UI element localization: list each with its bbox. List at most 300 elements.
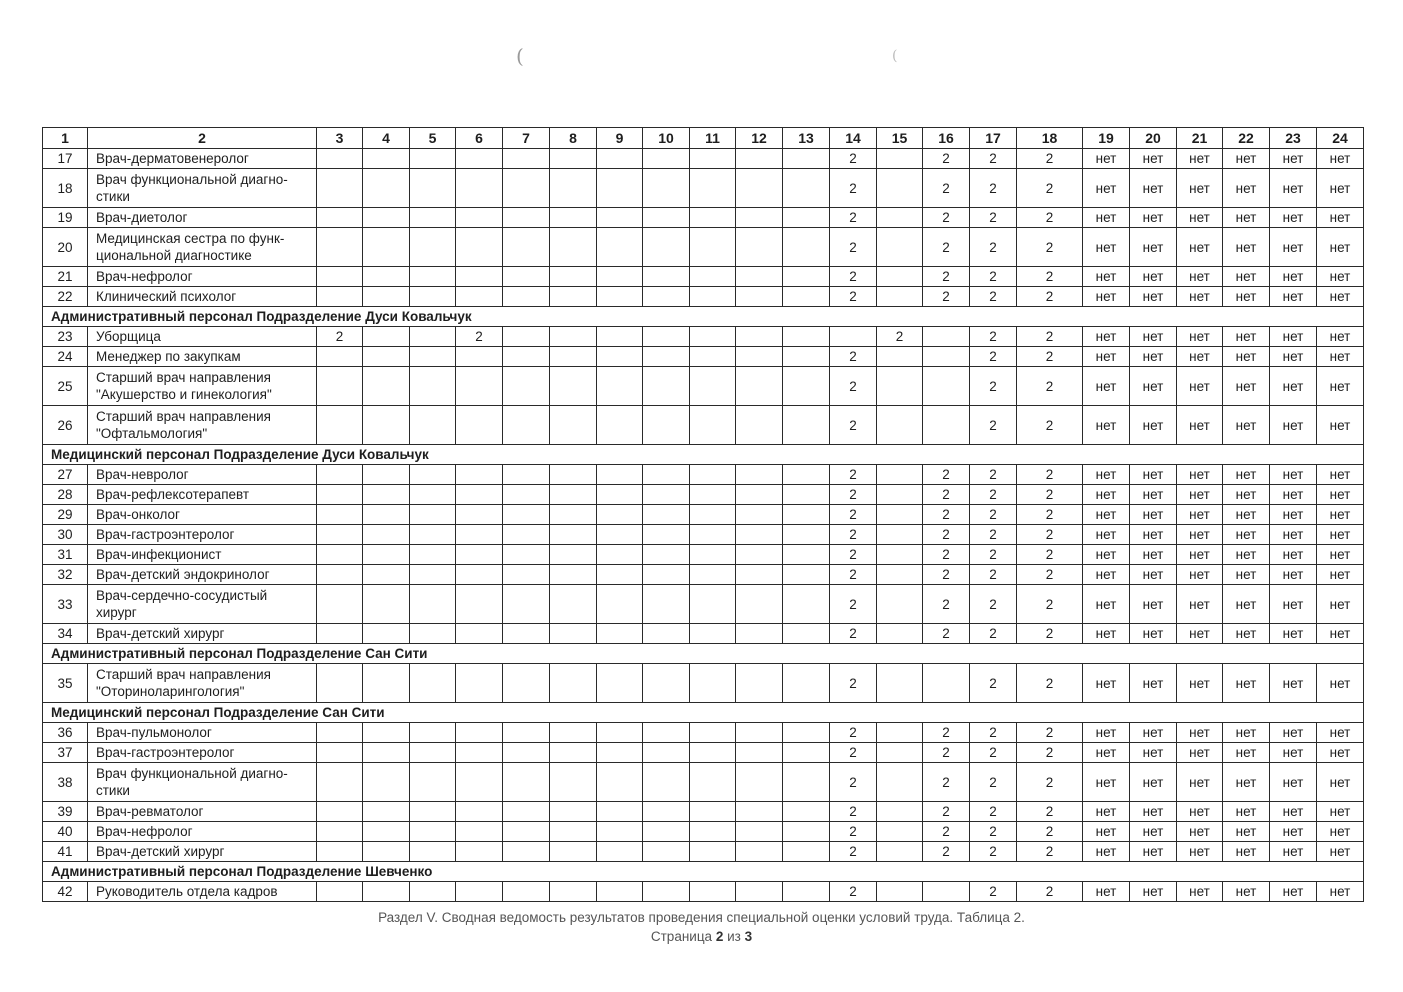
- value-cell: [456, 465, 503, 485]
- value-cell: [363, 763, 410, 802]
- value-cell: нет: [1083, 802, 1130, 822]
- value-cell: 2: [830, 228, 877, 267]
- value-cell: [456, 545, 503, 565]
- value-cell: нет: [1083, 267, 1130, 287]
- value-cell: [550, 723, 597, 743]
- value-cell: нет: [1317, 842, 1364, 862]
- value-cell: нет: [1223, 505, 1270, 525]
- value-cell: [503, 882, 550, 902]
- table-row: [43, 882, 1364, 902]
- value-cell: [690, 267, 736, 287]
- header-cell: 7: [503, 128, 550, 149]
- value-cell: 2: [830, 664, 877, 703]
- value-cell: [550, 802, 597, 822]
- value-cell: [550, 327, 597, 347]
- value-cell: нет: [1270, 208, 1317, 228]
- row-number: 35: [43, 664, 88, 703]
- value-cell: [643, 624, 690, 644]
- value-cell: нет: [1177, 287, 1223, 307]
- value-cell: нет: [1223, 347, 1270, 367]
- value-cell: 2: [1017, 565, 1083, 585]
- value-cell: [783, 267, 830, 287]
- value-cell: [503, 763, 550, 802]
- value-cell: [410, 585, 456, 624]
- value-cell: [690, 485, 736, 505]
- value-cell: 2: [830, 465, 877, 485]
- value-cell: [643, 763, 690, 802]
- value-cell: [736, 842, 783, 862]
- value-cell: нет: [1177, 545, 1223, 565]
- value-cell: [317, 545, 363, 565]
- header-cell: 16: [923, 128, 970, 149]
- value-cell: 2: [970, 664, 1017, 703]
- value-cell: [597, 327, 643, 347]
- value-cell: [597, 347, 643, 367]
- value-cell: [923, 327, 970, 347]
- value-cell: нет: [1130, 208, 1177, 228]
- value-cell: [597, 228, 643, 267]
- value-cell: нет: [1223, 367, 1270, 406]
- position-name: [88, 822, 317, 842]
- value-cell: [690, 743, 736, 763]
- position-name-line: Врач-детский хирург: [96, 626, 225, 641]
- value-cell: [923, 406, 970, 445]
- value-cell: нет: [1130, 505, 1177, 525]
- value-cell: нет: [1223, 822, 1270, 842]
- value-cell: [736, 664, 783, 703]
- value-cell: нет: [1177, 585, 1223, 624]
- value-cell: [643, 525, 690, 545]
- value-cell: нет: [1177, 465, 1223, 485]
- value-cell: 2: [923, 228, 970, 267]
- position-name-line: Врач-гастроэнтеролог: [96, 527, 235, 542]
- value-cell: нет: [1130, 525, 1177, 545]
- value-cell: нет: [1130, 723, 1177, 743]
- value-cell: нет: [1083, 367, 1130, 406]
- position-name-line: "Офтальмология": [96, 426, 208, 441]
- position-name: [88, 723, 317, 743]
- value-cell: [877, 743, 923, 763]
- value-cell: 2: [830, 347, 877, 367]
- value-cell: [736, 723, 783, 743]
- row-number: 29: [43, 505, 88, 525]
- value-cell: 2: [923, 169, 970, 208]
- value-cell: 2: [1017, 664, 1083, 703]
- value-cell: [363, 327, 410, 347]
- value-cell: нет: [1317, 565, 1364, 585]
- value-cell: 2: [970, 723, 1017, 743]
- value-cell: 2: [970, 802, 1017, 822]
- value-cell: [456, 842, 503, 862]
- position-name: [88, 585, 317, 624]
- value-cell: [550, 208, 597, 228]
- value-cell: [363, 842, 410, 862]
- value-cell: [597, 585, 643, 624]
- page-prefix: Страница: [650, 929, 713, 944]
- value-cell: [690, 228, 736, 267]
- header-cell: 22: [1223, 128, 1270, 149]
- table-row: [43, 149, 1364, 169]
- value-cell: нет: [1317, 406, 1364, 445]
- value-cell: [363, 525, 410, 545]
- value-cell: [877, 842, 923, 862]
- value-cell: 2: [830, 802, 877, 822]
- header-cell: 11: [690, 128, 736, 149]
- value-cell: [923, 882, 970, 902]
- position-name-line: циональной диагностике: [96, 248, 252, 263]
- value-cell: [317, 802, 363, 822]
- value-cell: [877, 208, 923, 228]
- value-cell: нет: [1223, 565, 1270, 585]
- header-cell: 2: [88, 128, 317, 149]
- header-cell: 13: [783, 128, 830, 149]
- value-cell: [690, 287, 736, 307]
- value-cell: нет: [1177, 525, 1223, 545]
- value-cell: [363, 624, 410, 644]
- value-cell: 2: [1017, 525, 1083, 545]
- value-cell: [783, 465, 830, 485]
- value-cell: [550, 267, 597, 287]
- value-cell: 2: [970, 763, 1017, 802]
- row-number: 17: [43, 149, 88, 169]
- row-number: 33: [43, 585, 88, 624]
- value-cell: [550, 565, 597, 585]
- value-cell: [783, 505, 830, 525]
- row-number: 24: [43, 347, 88, 367]
- position-name: [88, 565, 317, 585]
- value-cell: [736, 287, 783, 307]
- value-cell: 2: [970, 624, 1017, 644]
- table-row: [43, 169, 1364, 208]
- position-name: [88, 882, 317, 902]
- value-cell: [317, 624, 363, 644]
- header-cell: 3: [317, 128, 363, 149]
- value-cell: 2: [1017, 763, 1083, 802]
- value-cell: [550, 149, 597, 169]
- value-cell: [317, 149, 363, 169]
- value-cell: 2: [830, 406, 877, 445]
- value-cell: [736, 624, 783, 644]
- footer-caption: Раздел V. Сводная ведомость результатов проведения специальной оценки условий труда. Таблица 2.: [378, 910, 1025, 925]
- value-cell: нет: [1223, 228, 1270, 267]
- table-row: [43, 763, 1364, 802]
- value-cell: 2: [830, 585, 877, 624]
- value-cell: 2: [830, 565, 877, 585]
- value-cell: [783, 882, 830, 902]
- value-cell: [317, 525, 363, 545]
- value-cell: [783, 624, 830, 644]
- value-cell: нет: [1223, 465, 1270, 485]
- value-cell: [597, 406, 643, 445]
- value-cell: нет: [1317, 149, 1364, 169]
- value-cell: [877, 406, 923, 445]
- value-cell: [317, 267, 363, 287]
- position-name-line: Врач-сердечно-сосудистый: [96, 588, 268, 603]
- value-cell: [363, 565, 410, 585]
- value-cell: 2: [970, 585, 1017, 624]
- value-cell: [550, 763, 597, 802]
- value-cell: [317, 406, 363, 445]
- value-cell: [456, 822, 503, 842]
- value-cell: [363, 505, 410, 525]
- value-cell: 2: [830, 525, 877, 545]
- value-cell: [597, 743, 643, 763]
- position-name-line: Врач-ревматолог: [96, 804, 204, 819]
- position-name-line: Врач-диетолог: [96, 210, 188, 225]
- value-cell: нет: [1270, 485, 1317, 505]
- value-cell: [736, 525, 783, 545]
- value-cell: [456, 802, 503, 822]
- value-cell: нет: [1270, 565, 1317, 585]
- value-cell: [643, 287, 690, 307]
- value-cell: нет: [1223, 149, 1270, 169]
- value-cell: [597, 287, 643, 307]
- value-cell: нет: [1223, 545, 1270, 565]
- value-cell: [317, 367, 363, 406]
- value-cell: [410, 624, 456, 644]
- value-cell: [550, 505, 597, 525]
- value-cell: [783, 525, 830, 545]
- position-name-line: Менеджер по закупкам: [96, 349, 241, 364]
- position-name: [88, 664, 317, 703]
- value-cell: нет: [1130, 228, 1177, 267]
- value-cell: [410, 367, 456, 406]
- table-row: [43, 565, 1364, 585]
- value-cell: нет: [1223, 525, 1270, 545]
- value-cell: [877, 723, 923, 743]
- row-number: 21: [43, 267, 88, 287]
- value-cell: [410, 505, 456, 525]
- value-cell: 2: [923, 465, 970, 485]
- value-cell: нет: [1083, 465, 1130, 485]
- value-cell: [877, 802, 923, 822]
- value-cell: нет: [1130, 664, 1177, 703]
- value-cell: [643, 228, 690, 267]
- value-cell: нет: [1270, 169, 1317, 208]
- value-cell: 2: [1017, 406, 1083, 445]
- value-cell: 2: [970, 406, 1017, 445]
- value-cell: [597, 169, 643, 208]
- value-cell: [503, 267, 550, 287]
- value-cell: [363, 228, 410, 267]
- value-cell: [597, 208, 643, 228]
- header-cell: 21: [1177, 128, 1223, 149]
- value-cell: нет: [1270, 367, 1317, 406]
- value-cell: нет: [1317, 228, 1364, 267]
- value-cell: нет: [1317, 545, 1364, 565]
- position-name-line: Врач-детский хирург: [96, 844, 225, 859]
- value-cell: нет: [1317, 585, 1364, 624]
- header-cell: 1: [43, 128, 88, 149]
- value-cell: 2: [830, 763, 877, 802]
- value-cell: [736, 763, 783, 802]
- value-cell: [503, 842, 550, 862]
- table-row: [43, 723, 1364, 743]
- value-cell: [690, 585, 736, 624]
- header-row: [43, 128, 1364, 149]
- value-cell: [783, 406, 830, 445]
- value-cell: [597, 565, 643, 585]
- value-cell: [550, 228, 597, 267]
- value-cell: [643, 169, 690, 208]
- value-cell: [550, 842, 597, 862]
- value-cell: 2: [970, 228, 1017, 267]
- table-row: [43, 585, 1364, 624]
- value-cell: 2: [923, 565, 970, 585]
- value-cell: [597, 367, 643, 406]
- position-name-line: Уборщица: [96, 329, 161, 344]
- value-cell: нет: [1270, 802, 1317, 822]
- value-cell: нет: [1130, 347, 1177, 367]
- value-cell: [456, 763, 503, 802]
- value-cell: [643, 267, 690, 287]
- row-number: 23: [43, 327, 88, 347]
- value-cell: [456, 525, 503, 545]
- value-cell: 2: [830, 723, 877, 743]
- value-cell: 2: [923, 208, 970, 228]
- value-cell: [783, 743, 830, 763]
- value-cell: [550, 822, 597, 842]
- value-cell: [643, 208, 690, 228]
- row-number: 38: [43, 763, 88, 802]
- value-cell: [363, 406, 410, 445]
- value-cell: [643, 565, 690, 585]
- value-cell: нет: [1223, 882, 1270, 902]
- value-cell: [456, 723, 503, 743]
- value-cell: нет: [1317, 267, 1364, 287]
- value-cell: 2: [970, 169, 1017, 208]
- value-cell: [550, 585, 597, 624]
- value-cell: [877, 585, 923, 624]
- section-row: [43, 862, 1364, 882]
- value-cell: [410, 169, 456, 208]
- value-cell: [410, 208, 456, 228]
- value-cell: нет: [1317, 465, 1364, 485]
- value-cell: [363, 267, 410, 287]
- value-cell: [503, 802, 550, 822]
- value-cell: [363, 545, 410, 565]
- value-cell: нет: [1270, 763, 1317, 802]
- value-cell: 2: [1017, 267, 1083, 287]
- value-cell: [456, 367, 503, 406]
- value-cell: 2: [970, 842, 1017, 862]
- value-cell: [690, 842, 736, 862]
- position-name: [88, 525, 317, 545]
- value-cell: [597, 545, 643, 565]
- value-cell: нет: [1130, 169, 1177, 208]
- value-cell: нет: [1177, 624, 1223, 644]
- value-cell: 2: [456, 327, 503, 347]
- value-cell: [597, 505, 643, 525]
- value-cell: [643, 367, 690, 406]
- value-cell: [503, 723, 550, 743]
- value-cell: нет: [1083, 624, 1130, 644]
- value-cell: [783, 664, 830, 703]
- value-cell: нет: [1270, 465, 1317, 485]
- position-name: [88, 149, 317, 169]
- page-of: из: [727, 929, 741, 944]
- header-cell: 17: [970, 128, 1017, 149]
- position-name: [88, 287, 317, 307]
- position-name: [88, 743, 317, 763]
- position-name: [88, 169, 317, 208]
- header-cell: 12: [736, 128, 783, 149]
- table-row: [43, 545, 1364, 565]
- value-cell: 2: [923, 624, 970, 644]
- value-cell: [317, 723, 363, 743]
- value-cell: [643, 585, 690, 624]
- value-cell: нет: [1177, 802, 1223, 822]
- value-cell: [643, 545, 690, 565]
- value-cell: [736, 565, 783, 585]
- value-cell: 2: [830, 485, 877, 505]
- value-cell: [783, 545, 830, 565]
- value-cell: 2: [1017, 367, 1083, 406]
- value-cell: 2: [923, 149, 970, 169]
- value-cell: 2: [830, 208, 877, 228]
- position-name-line: стики: [96, 189, 130, 204]
- header-cell: 5: [410, 128, 456, 149]
- position-name-line: Врач-детский эндокринолог: [96, 567, 270, 582]
- value-cell: нет: [1177, 406, 1223, 445]
- value-cell: [643, 882, 690, 902]
- value-cell: 2: [923, 743, 970, 763]
- position-name: [88, 485, 317, 505]
- value-cell: [503, 585, 550, 624]
- table-row: [43, 228, 1364, 267]
- value-cell: [736, 822, 783, 842]
- section-row: [43, 703, 1364, 723]
- value-cell: нет: [1177, 367, 1223, 406]
- value-cell: 2: [1017, 169, 1083, 208]
- value-cell: нет: [1130, 763, 1177, 802]
- value-cell: нет: [1223, 664, 1270, 703]
- position-name-line: Врач-гастроэнтеролог: [96, 745, 235, 760]
- value-cell: [550, 664, 597, 703]
- value-cell: [736, 347, 783, 367]
- value-cell: [783, 169, 830, 208]
- value-cell: нет: [1270, 842, 1317, 862]
- value-cell: нет: [1223, 624, 1270, 644]
- value-cell: [317, 842, 363, 862]
- value-cell: 2: [1017, 347, 1083, 367]
- value-cell: [550, 525, 597, 545]
- value-cell: [503, 525, 550, 545]
- value-cell: нет: [1270, 585, 1317, 624]
- value-cell: [410, 465, 456, 485]
- value-cell: [690, 525, 736, 545]
- value-cell: [503, 327, 550, 347]
- header-cell: 4: [363, 128, 410, 149]
- value-cell: нет: [1270, 327, 1317, 347]
- value-cell: нет: [1317, 743, 1364, 763]
- value-cell: [363, 802, 410, 822]
- value-cell: [690, 545, 736, 565]
- value-cell: [783, 228, 830, 267]
- value-cell: [690, 367, 736, 406]
- value-cell: 2: [1017, 624, 1083, 644]
- value-cell: [456, 743, 503, 763]
- value-cell: нет: [1270, 723, 1317, 743]
- value-cell: 2: [970, 545, 1017, 565]
- position-name-line: Врач-дерматовенеролог: [96, 151, 249, 166]
- value-cell: [503, 465, 550, 485]
- position-name-line: Старший врач направления: [96, 667, 271, 682]
- row-number: 42: [43, 882, 88, 902]
- value-cell: [783, 149, 830, 169]
- value-cell: нет: [1083, 664, 1130, 703]
- value-cell: нет: [1317, 169, 1364, 208]
